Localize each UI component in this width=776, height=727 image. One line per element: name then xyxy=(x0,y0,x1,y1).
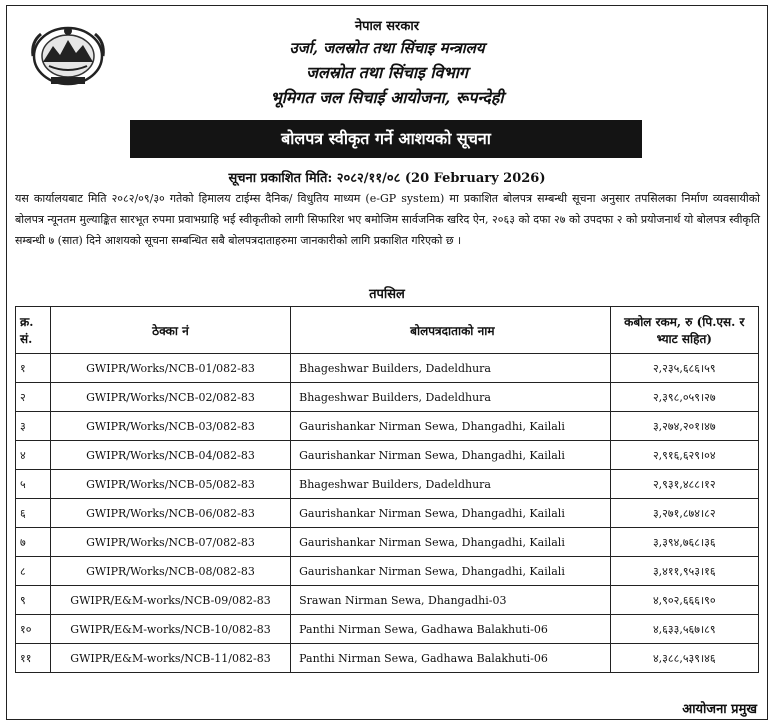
cell-serial: ११ xyxy=(16,644,51,673)
cell-contract: GWIPR/E&M-works/NCB-11/082-83 xyxy=(50,644,290,673)
header-bidder: बोलपत्रदाताको नाम xyxy=(291,307,610,354)
cell-contract: GWIPR/Works/NCB-05/082-83 xyxy=(50,470,290,499)
cell-amount: २,९३१,४८८।१२ xyxy=(610,470,758,499)
header-serial: क्र. सं. xyxy=(16,307,51,354)
table-row xyxy=(16,354,759,383)
cell-serial: ८ xyxy=(16,557,51,586)
table-row xyxy=(16,383,759,412)
publish-date: सूचना प्रकाशित मिति: २०८२/११/०८ (20 February 2026) xyxy=(228,171,546,186)
cell-bidder: Gaurishankar Nirman Sewa, Dhangadhi, Kailali xyxy=(291,528,610,557)
government-name: नेपाल सरकार xyxy=(354,19,420,34)
cell-amount: ४,६३३,५६७।८९ xyxy=(610,615,758,644)
table-caption: तपसिल xyxy=(369,287,405,302)
cell-amount: २,३९८,०५९।२७ xyxy=(610,383,758,412)
table-row xyxy=(16,412,759,441)
cell-bidder: Bhageshwar Builders, Dadeldhura xyxy=(291,383,610,412)
cell-serial: ६ xyxy=(16,499,51,528)
cell-bidder: Srawan Nirman Sewa, Dhangadhi-03 xyxy=(291,586,610,615)
department-name: जलस्रोत तथा सिंचाइ विभाग xyxy=(306,63,468,82)
project-name: भूमिगत जल सिचाई आयोजना, रूपन्देही xyxy=(270,88,504,107)
cell-bidder: Gaurishankar Nirman Sewa, Dhangadhi, Kailali xyxy=(291,441,610,470)
signature-label: आयोजना प्रमुख xyxy=(682,702,757,717)
cell-serial: २ xyxy=(16,383,51,412)
table-row xyxy=(16,441,759,470)
cell-bidder: Panthi Nirman Sewa, Gadhawa Balakhuti-06 xyxy=(291,644,610,673)
cell-contract: GWIPR/Works/NCB-07/082-83 xyxy=(50,528,290,557)
table-header-row xyxy=(16,307,759,354)
table-row xyxy=(16,557,759,586)
cell-contract: GWIPR/Works/NCB-04/082-83 xyxy=(50,441,290,470)
cell-amount: ३,३९४,७६८।३६ xyxy=(610,528,758,557)
bid-table xyxy=(15,306,759,673)
cell-serial: ४ xyxy=(16,441,51,470)
cell-amount: ३,२७१,८७४।८२ xyxy=(610,499,758,528)
cell-contract: GWIPR/Works/NCB-03/082-83 xyxy=(50,412,290,441)
cell-bidder: Bhageshwar Builders, Dadeldhura xyxy=(291,354,610,383)
cell-serial: ३ xyxy=(16,412,51,441)
notice-paragraph: यस कार्यालयबाट मिति २०८२/०९/३० गतेको हिमालय टाईम्स दैनिक/ विधुतिय माध्यम (e-GP system) मा प्रकाशित बोलपत्र सम्बन्धी सूचना अनुसार तपसिलका निर्माण व्यवसायीको बोलपत्र न्यूनतम मुल्याङ्कित सारभूत रुपमा प्रवाभग्राहि भई स्वीकृतीको लागी सिफारिश भए बमोजिम सार्वजनिक खरिद ऐन, २०६३ को दफा २७ को उपदफा २ को प्रयोजनार्थ यो बोलपत्र स्वीकृति सम्बन्धी ७ (सात) दिने आशयको सूचना सम्बन्धित सबै बोलपत्रदाताहरुमा जानकारीको लागि प्रकाशित गरिएको छ । xyxy=(15,192,760,247)
cell-bidder: Gaurishankar Nirman Sewa, Dhangadhi, Kailali xyxy=(291,412,610,441)
table-row xyxy=(16,470,759,499)
cell-amount: २,२३५,६८६।५९ xyxy=(610,354,758,383)
cell-contract: GWIPR/Works/NCB-02/082-83 xyxy=(50,383,290,412)
cell-amount: ३,२७४,२०१।४७ xyxy=(610,412,758,441)
header-amount: कबोल रकम, रु (पि.एस. र भ्याट सहित) xyxy=(610,307,758,354)
table-row xyxy=(16,586,759,615)
table-row xyxy=(16,528,759,557)
cell-bidder: Panthi Nirman Sewa, Gadhawa Balakhuti-06 xyxy=(291,615,610,644)
cell-contract: GWIPR/Works/NCB-01/082-83 xyxy=(50,354,290,383)
cell-serial: ७ xyxy=(16,528,51,557)
cell-serial: ५ xyxy=(16,470,51,499)
table-row xyxy=(16,499,759,528)
header-contract: ठेक्का नं xyxy=(50,307,290,354)
cell-serial: १ xyxy=(16,354,51,383)
cell-amount: ३,४११,९५३।१६ xyxy=(610,557,758,586)
notice-page xyxy=(6,5,768,720)
cell-bidder: Gaurishankar Nirman Sewa, Dhangadhi, Kailali xyxy=(291,499,610,528)
cell-bidder: Gaurishankar Nirman Sewa, Dhangadhi, Kailali xyxy=(291,557,610,586)
cell-bidder: Bhageshwar Builders, Dadeldhura xyxy=(291,470,610,499)
cell-contract: GWIPR/Works/NCB-06/082-83 xyxy=(50,499,290,528)
cell-amount: ४,९०२,६६६।९० xyxy=(610,586,758,615)
ministry-name: उर्जा, जलस्रोत तथा सिंचाइ मन्त्रालय xyxy=(289,39,485,57)
notice-title-banner: बोलपत्र स्वीकृत गर्ने आशयको सूचना xyxy=(130,120,642,158)
table-row xyxy=(16,615,759,644)
cell-contract: GWIPR/E&M-works/NCB-09/082-83 xyxy=(50,586,290,615)
table-row xyxy=(16,644,759,673)
cell-amount: ४,३८८,५३९।४६ xyxy=(610,644,758,673)
cell-serial: १० xyxy=(16,615,51,644)
cell-contract: GWIPR/Works/NCB-08/082-83 xyxy=(50,557,290,586)
cell-contract: GWIPR/E&M-works/NCB-10/082-83 xyxy=(50,615,290,644)
cell-serial: ९ xyxy=(16,586,51,615)
cell-amount: २,९१६,६२९।०४ xyxy=(610,441,758,470)
